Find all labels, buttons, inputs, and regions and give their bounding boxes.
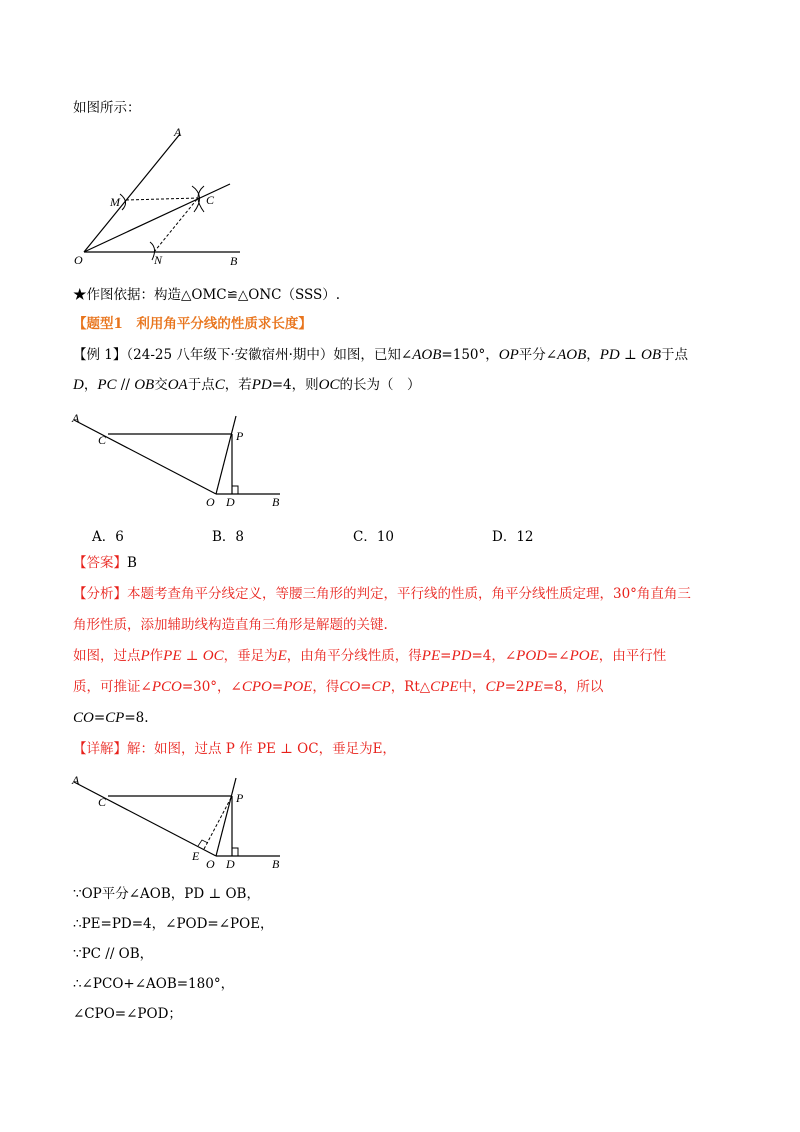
example-line-1: 【例 1】（24-25 八年级下·安徽宿州·期中）如图，已知∠AOB=150°，OP平分∠AOB，PD ⊥ OB于点 bbox=[73, 347, 689, 363]
option-b: B．8 bbox=[212, 529, 245, 545]
figure-construction bbox=[70, 124, 270, 274]
step-2: ∴PE=PD=4，∠POD=∠POE， bbox=[73, 916, 274, 932]
fig2-label-C: C bbox=[98, 433, 107, 447]
fig3-label-A: A bbox=[72, 773, 80, 787]
analysis-line-4: 质，可推证∠PCO=30°，∠CPO=POE，得CO=CP，Rt△CPE中，CP=2PE=8，所以 bbox=[73, 679, 604, 695]
answer-line: 【答案】B bbox=[73, 555, 137, 571]
detail-line: 【详解】解：如图，过点 P 作 PE ⊥ OC，垂足为E， bbox=[73, 741, 396, 757]
option-d: D．12 bbox=[492, 529, 534, 545]
step-4: ∴∠PCO+∠AOB=180°， bbox=[73, 976, 235, 992]
fig1-label-M: M bbox=[110, 195, 120, 209]
fig2-label-B: B bbox=[272, 495, 280, 508]
step-3: ∵PC // OB， bbox=[73, 946, 154, 962]
fig1-label-A: A bbox=[174, 125, 182, 139]
analysis-line-5: CO=CP=8. bbox=[73, 710, 149, 726]
option-a: A．6 bbox=[92, 529, 124, 545]
fig3-label-E: E bbox=[192, 849, 200, 863]
fig3-label-C: C bbox=[98, 795, 107, 809]
fig2-label-A: A bbox=[72, 411, 80, 425]
topic-heading: 【题型1 利用角平分线的性质求长度】 bbox=[73, 316, 312, 332]
fig1-label-O: O bbox=[74, 253, 83, 267]
intro-text: 如图所示： bbox=[73, 100, 141, 116]
fig2-label-P: P bbox=[236, 429, 244, 443]
step-5: ∠CPO=∠POD； bbox=[73, 1006, 182, 1022]
analysis-line-3: 如图，过点P作PE ⊥ OC，垂足为E，由角平分线性质，得PE=PD=4，∠POD=∠POE，由平行性 bbox=[73, 648, 667, 664]
fig3-label-P: P bbox=[236, 791, 244, 805]
option-c: C．10 bbox=[353, 529, 395, 545]
figure-detail bbox=[70, 770, 290, 870]
fig1-label-N: N bbox=[154, 253, 163, 267]
fig3-label-B: B bbox=[272, 857, 280, 870]
fig3-label-D: D bbox=[226, 857, 235, 870]
fig2-label-O: O bbox=[206, 495, 215, 508]
fig2-label-D: D bbox=[226, 495, 235, 508]
fig3-label-O: O bbox=[206, 857, 215, 870]
step-1: ∵OP平分∠AOB，PD ⊥ OB， bbox=[73, 886, 260, 902]
fig1-label-C: C bbox=[206, 193, 215, 207]
fig1-label-B: B bbox=[230, 254, 238, 268]
analysis-line-1: 【分析】本题考查角平分线定义，等腰三角形的判定，平行线的性质，角平分线性质定理，30°角直角三 bbox=[73, 586, 691, 602]
construction-basis: ★作图依据：构造△OMC≌△ONC（SSS）. bbox=[73, 287, 341, 303]
analysis-line-2: 角形性质，添加辅助线构造直角三角形是解题的关键. bbox=[73, 617, 388, 633]
example-line-2: D，PC // OB交OA于点C，若PD=4，则OC的长为（ ） bbox=[73, 377, 421, 393]
figure-example bbox=[70, 408, 290, 508]
